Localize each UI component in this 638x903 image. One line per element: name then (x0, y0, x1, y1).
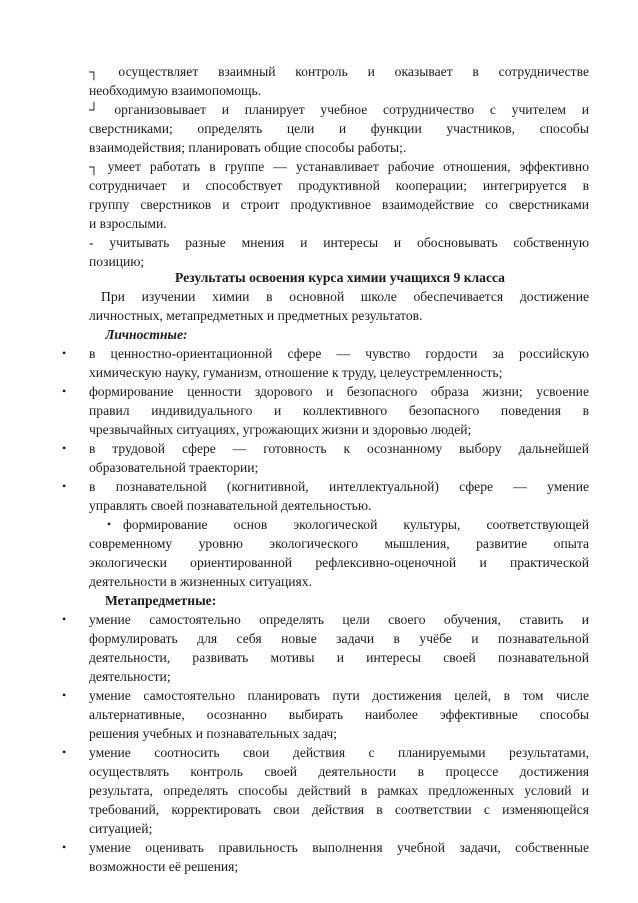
personal-item-line: правил индивидуального и коллективного безопасного поведения в (89, 403, 589, 418)
bullet-icon: • (62, 441, 67, 455)
intro-line: ┐ осуществляет взаимный контроль и оказывает в сотрудничестве (89, 64, 589, 79)
personal-item-line: чрезвычайных ситуациях, угрожающих жизни и здоровью людей; (89, 422, 472, 437)
meta-item-line: осуществлять контроль своей деятельности в процессе достижения (89, 764, 589, 779)
intro-paragraph-line: личностных, метапредметных и предметных результатов. (89, 308, 423, 323)
intro-line: взаимодействия; планировать общие способы работы;. (89, 140, 407, 155)
personal-inline-item-line: формирование основ экологической культуры, соответствующей (123, 517, 589, 532)
personal-inline-item-line: современному уровню экологического мышления, развитие опыта (89, 536, 589, 551)
intro-line: ┐ умеет работать в группе — устанавливает рабочие отношения, эффективно (89, 159, 589, 174)
meta-item-line: умение оценивать правильность выполнения учебной задачи, собственные (89, 840, 589, 855)
bullet-icon: • (62, 745, 67, 759)
intro-line: необходимую взаимопомощь. (89, 83, 262, 98)
meta-item-line: требований, корректировать свои действия в соответствии с изменяющейся (89, 802, 589, 817)
intro-line: позицию; (89, 254, 145, 269)
meta-item-line: решения учебных и познавательных задач; (89, 726, 338, 741)
meta-item-line: возможности её решения; (89, 859, 239, 874)
personal-item-line: химическую науку, гуманизм, отношение к труду, целеустремленность; (89, 365, 503, 380)
meta-item-line: результата, определять способы действий в рамках предложенных условий и (89, 783, 589, 798)
personal-heading: Личностные: (105, 327, 188, 342)
bullet-icon: • (62, 384, 67, 398)
bullet-icon: • (62, 346, 67, 360)
bullet-icon: • (62, 688, 67, 702)
meta-item-line: умение самостоятельно определять цели своего обучения, ставить и (89, 612, 589, 627)
meta-item-line: умение соотносить свои действия с планируемыми результатами, (89, 745, 589, 760)
intro-line: - учитывать разные мнения и интересы и обосновывать собственную (89, 235, 589, 250)
intro-line: ┘ организовывает и планирует учебное сотрудничество с учителем и (89, 102, 589, 117)
intro-paragraph-line: При изучении химии в основной школе обеспечивается достижение (101, 289, 589, 304)
meta-item-line: деятельности, развивать мотивы и интересы своей познавательной (89, 650, 589, 665)
intro-line: сотрудничает и способствует продуктивной кооперации; интегрируется в (89, 178, 589, 193)
personal-item-line: формирование ценности здорового и безопасного образа жизни; усвоение (89, 384, 589, 399)
meta-heading: Метапредметные: (105, 593, 217, 608)
meta-item-line: альтернативные, осознанно выбирать наиболее эффективные способы (89, 707, 589, 722)
bullet-icon: • (62, 612, 67, 626)
personal-inline-item-line: экологически ориентированной рефлексивно-оценочной и практической (89, 555, 589, 570)
intro-line: и взрослыми. (89, 216, 167, 231)
personal-inline-item-line: деятельности в жизненных ситуациях. (89, 574, 312, 589)
bullet-icon: • (62, 479, 67, 493)
meta-item-line: формулировать для себя новые задачи в учёбе и познавательной (89, 631, 589, 646)
personal-item-line: в ценностно-ориентационной сфере — чувство гордости за российскую (89, 346, 589, 361)
personal-item-line: в трудовой сфере — готовность к осознанному выбору дальнейшей (89, 441, 589, 456)
meta-item-line: деятельности; (89, 669, 171, 684)
meta-item-line: ситуацией; (89, 821, 153, 836)
intro-line: сверстниками; определять цели и функции участников, способы (89, 121, 589, 136)
personal-item-line: в познавательной (когнитивной, интеллектуальной) сфере — умение (89, 479, 589, 494)
bullet-icon: • (107, 517, 112, 531)
intro-line: группу сверстников и строит продуктивное взаимодействие со сверстниками (89, 197, 589, 212)
meta-item-line: умение самостоятельно планировать пути достижения целей, в том числе (89, 688, 589, 703)
personal-item-line: образовательной траектории; (89, 460, 259, 475)
personal-item-line: управлять своей познавательной деятельностью. (89, 498, 372, 513)
section-title: Результаты освоения курса химии учащихся 9 класса (175, 270, 505, 285)
bullet-icon: • (62, 840, 67, 854)
